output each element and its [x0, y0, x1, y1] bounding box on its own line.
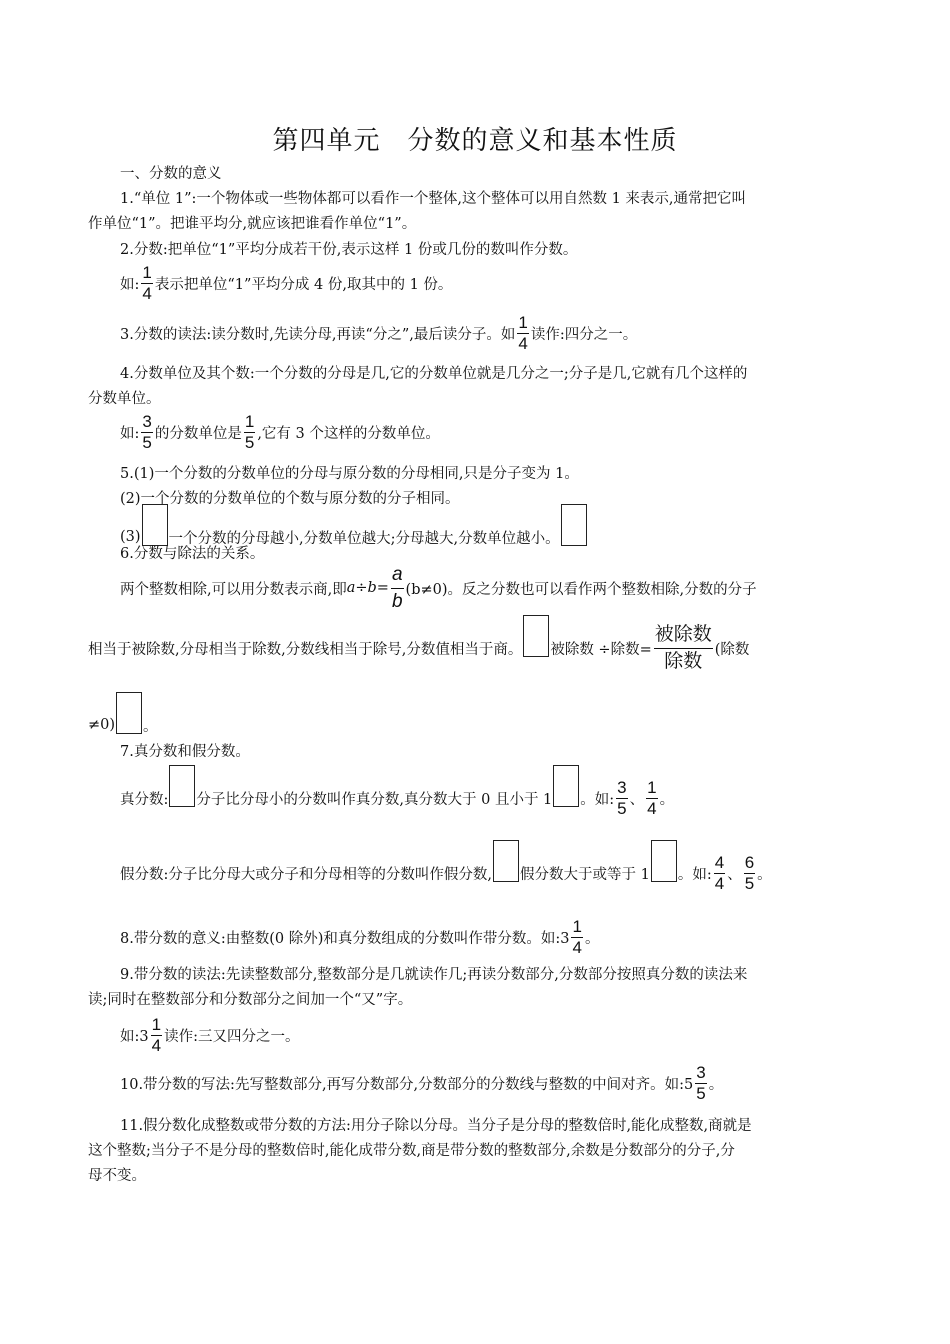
numerator: 3: [617, 777, 627, 797]
numerator: 1: [151, 1014, 162, 1034]
paragraph-4: [120, 347, 747, 397]
fraction: [151, 1015, 162, 1056]
text: 真分数:: [120, 791, 169, 808]
text: 作单位“1”。把谁平均分,就应该把谁看作单位“1”。: [88, 215, 417, 232]
fraction: [744, 853, 755, 894]
denominator: 5: [744, 873, 755, 893]
text: 如:: [120, 425, 140, 442]
paragraph-6-a: [120, 563, 757, 613]
text: 、: [629, 791, 645, 808]
text: 读作:三又四分之一。: [164, 1028, 300, 1045]
text: 如:: [120, 276, 140, 293]
fraction: [391, 562, 404, 615]
numerator: 1: [647, 777, 657, 797]
text: 2.分数:把单位“1”平均分成若干份,表示这样 1 份或几份的数叫作分数。: [120, 241, 578, 258]
text: 4.分数单位及其个数:一个分数的分母是几,它的分数单位就是几分之一;分子是几,它就有几个这样的: [120, 365, 748, 382]
text: 相当于被除数,分母相当于除数,分数线相当于除号,分数值相当于商。: [88, 641, 523, 658]
denominator: 4: [714, 873, 725, 893]
text: 被除数 ÷除数=: [550, 641, 652, 658]
numerator: 1: [244, 411, 255, 431]
text: 6.分数与除法的关系。: [120, 545, 265, 562]
text: 读;同时在整数部分和分数部分之间加一个“又”字。: [88, 991, 413, 1008]
text: 两个整数相除,可以用分数表示商,即: [120, 581, 347, 598]
text: (b≠0)。反之分数也可以看作两个整数相除,分数的分子: [405, 581, 757, 598]
proper-fraction-line: [120, 773, 674, 823]
text: ≠0): [88, 717, 116, 733]
numerator: 1: [142, 262, 152, 282]
text: 。如:: [677, 866, 712, 883]
fraction: [646, 778, 657, 819]
numerator: 6: [744, 852, 755, 872]
paragraph-2-example: [120, 258, 452, 308]
denominator: 5: [244, 432, 255, 452]
text: 读作:四分之一。: [530, 326, 638, 343]
text: 。: [143, 718, 158, 735]
text: 7.真分数和假分数。: [120, 743, 250, 760]
denominator: 除数: [664, 650, 703, 672]
page-title: 第四单元 分数的意义和基本性质: [272, 126, 678, 156]
denominator: 5: [142, 432, 152, 452]
empty-box: [553, 765, 579, 807]
text: 分数单位。: [88, 390, 161, 407]
section-text: 一、分数的意义: [120, 165, 222, 182]
fraction: [714, 853, 725, 894]
denominator: 5: [617, 798, 627, 818]
text: 。: [659, 791, 675, 808]
expression: a÷b=: [346, 580, 389, 596]
text: 如:3: [120, 1028, 149, 1045]
fraction: [654, 622, 713, 675]
denominator: 4: [647, 798, 657, 818]
text: 假分数:分子比分母大或分子和分母相等的分数叫作假分数,: [120, 866, 492, 883]
text: 3.分数的读法:读分数时,先读分母,再读“分之”,最后读分子。如: [120, 326, 516, 343]
paragraph-11-cont2: [88, 1149, 146, 1199]
text: ,它有 3 个这样的分数单位。: [257, 425, 440, 442]
text: (2)一个分数的分数单位的个数与原分数的分子相同。: [120, 490, 460, 507]
empty-box: [651, 840, 677, 882]
text: 的分数单位是: [154, 425, 242, 442]
numerator: a: [391, 562, 404, 589]
paragraph-11-cont: [88, 1124, 735, 1174]
empty-box: [561, 504, 587, 546]
numerator: 被除数: [654, 622, 713, 649]
empty-box: [169, 765, 195, 807]
fraction: [141, 263, 152, 304]
denominator: 5: [696, 1083, 706, 1103]
improper-fraction-line: [120, 848, 772, 898]
text: (3): [120, 529, 141, 545]
numerator: 3: [142, 411, 152, 431]
text: 11.假分数化成整数或带分数的方法:用分子除以分母。当分子是分母的整数倍时,能化成整数,商就是: [120, 1117, 752, 1134]
denominator: 4: [572, 937, 582, 957]
text: 5.(1)一个分数的分数单位的分母与原分数的分母相同,只是分子变为 1。: [120, 465, 579, 482]
text: 一个分数的分母越小,分数单位越大;分母越大,分数单位越小。: [168, 530, 560, 547]
text: 假分数大于或等于 1: [520, 866, 650, 883]
text: 分子比分母小的分数叫作真分数,真分数大于 0 且小于 1: [196, 791, 553, 808]
fraction: [616, 778, 627, 819]
fraction: [695, 1063, 706, 1104]
text: 1.“单位 1”:一个物体或一些物体都可以看作一个整体,这个整体可以用自然数 1 来表示,通常把它叫: [120, 190, 747, 207]
denominator: 4: [518, 333, 528, 353]
text: 9.带分数的读法:先读整数部分,整数部分是几就读作几;再读分数部分,分数部分按照真分数的读法来: [120, 966, 748, 983]
paragraph-9-example: [120, 1010, 299, 1060]
numerator: 4: [714, 852, 725, 872]
empty-box: [523, 615, 549, 657]
denominator: 4: [151, 1035, 162, 1055]
denominator: b: [391, 590, 403, 612]
text: 。: [757, 866, 772, 883]
text: 表示把单位“1”平均分成 4 份,取其中的 1 份。: [154, 276, 453, 293]
text: 8.带分数的意义:由整数(0 除外)和真分数组成的分数叫作带分数。如:3: [120, 930, 570, 947]
paragraph-6-b: [88, 623, 749, 673]
empty-box: [493, 840, 519, 882]
text: 、: [727, 866, 742, 883]
text: 这个整数;当分子不是分母的整数倍时,能化成带分数,商是带分数的整数部分,余数是分数部分的分子,分: [88, 1142, 735, 1159]
text: 。如:: [580, 791, 615, 808]
text: 母不变。: [88, 1167, 146, 1184]
text: 10.带分数的写法:先写整数部分,再写分数部分,分数部分的分数线与整数的中间对齐。如:5: [120, 1076, 694, 1093]
numerator: 3: [696, 1062, 706, 1082]
denominator: 4: [142, 283, 152, 303]
text: 。: [708, 1076, 724, 1093]
text: 。: [584, 930, 600, 947]
numerator: 1: [518, 312, 528, 332]
text: (除数: [714, 641, 750, 658]
numerator: 1: [572, 916, 582, 936]
